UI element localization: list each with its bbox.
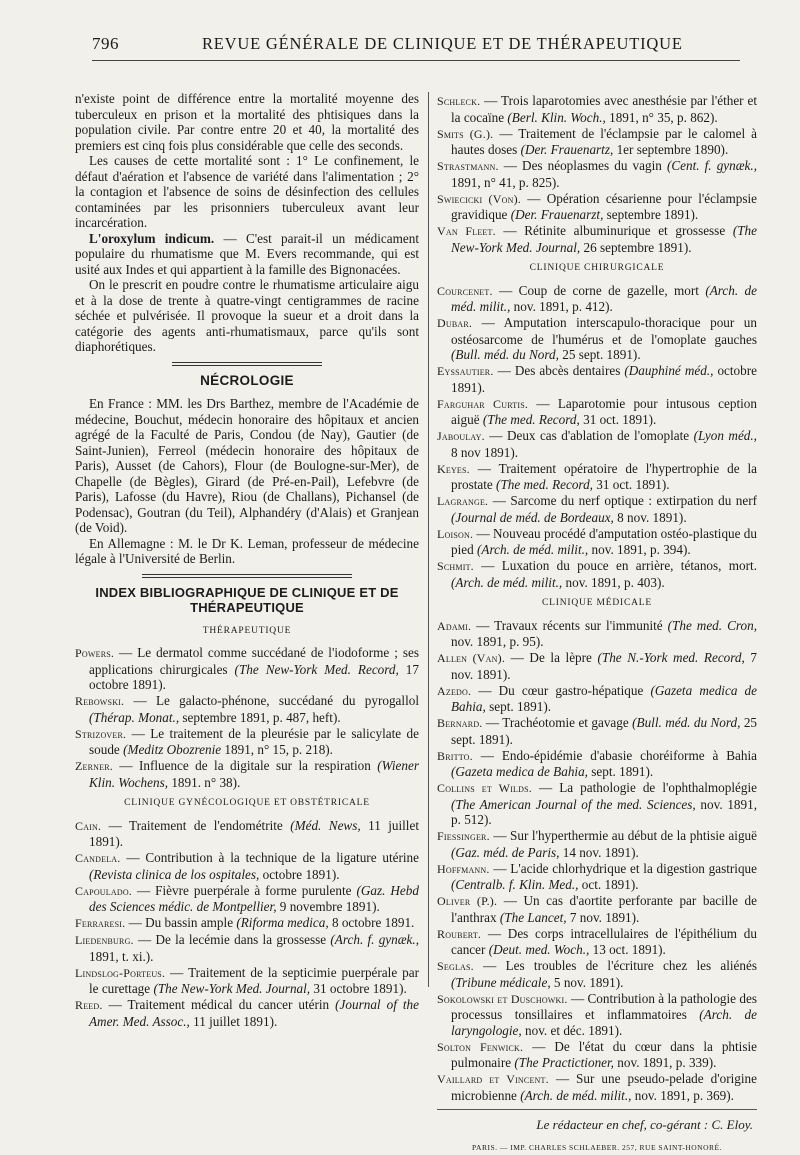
bibliography-entry [437, 926, 757, 958]
entry-source: (Journal of the Amer. Med. Assoc., [89, 997, 419, 1029]
entry-title: — Trachéotomie et gavage [483, 715, 633, 730]
entry-source: (Arch. de méd. milit., [451, 283, 757, 315]
entry-source: (Lyon méd., [694, 428, 757, 443]
entry-date: octobre 1891). [451, 363, 757, 395]
entry-title: — Sarcome du nerf optique : extirpation du nerf [488, 493, 757, 508]
chir-list [437, 283, 757, 591]
entry-date: nov. 1891, p. 339). [614, 1055, 716, 1070]
entry-date: 1891. n° 38). [168, 775, 240, 790]
bibliography-entry [75, 758, 419, 790]
printer-imprint: PARIS. — IMP. CHARLES SCHLAEBER. 257, RUE SAINT-HONORÉ. [437, 1140, 757, 1155]
entry-author: Cain. [75, 819, 101, 833]
entry-date: 1891, n° 35, p. 862). [606, 110, 718, 125]
entry-date: 25 sept. 1891). [451, 715, 757, 747]
bibliography-entry [75, 645, 419, 693]
entry-author: Keyes. [437, 462, 470, 476]
bibliography-entry [437, 958, 757, 990]
entry-title: — Des néoplasmes du vagin [499, 158, 667, 173]
entry-source: (The N.-York med. Record, [597, 650, 744, 665]
entry-title: — Traitement de l'endométrite [101, 818, 290, 833]
entry-source: (Thérap. Monat., [89, 710, 179, 725]
entry-title: — Laparotomie pour intusous ception aiguë [451, 396, 757, 428]
entry-date: 11 juillet 1891). [190, 1014, 277, 1029]
entry-date: 25 sept. 1891). [559, 347, 641, 362]
entry-source: (Bull. méd. du Nord, [451, 347, 559, 362]
bibliography-entry [437, 828, 757, 860]
entry-author: Azedo. [437, 684, 471, 698]
bibliography-entry [437, 223, 757, 255]
entry-title: — Endo-épidémie d'abasie choréiforme à Bahia [473, 748, 757, 763]
entry-title: — Du cœur gastro-hépatique [471, 683, 650, 698]
body-paragraph: En Allemagne : M. le Dr K. Leman, professeur de médecine légale à l'Université de Berlin. [75, 536, 419, 567]
bibliography-entry [437, 315, 757, 363]
entry-date: 11 juillet 1891). [89, 818, 419, 850]
entry-source: (Gazeta medica de Bahia, [451, 764, 588, 779]
entry-date: 26 septembre 1891). [580, 240, 691, 255]
bibliography-entry [437, 158, 757, 190]
entry-title: — Luxation du pouce en arrière, tétanos, mort. [474, 558, 757, 573]
entry-title: — Traitement médical du cancer utérin [103, 997, 336, 1012]
med-list [437, 618, 757, 1104]
entry-title: — Traitement de la septicimie puerpérale par le curettage [89, 965, 419, 997]
entry-source: (The New-York Med. Journal, [153, 981, 310, 996]
entry-title: — Le dermatol comme succédané de l'iodoforme ; ses applications chirurgicales [89, 645, 419, 677]
bibliography-entry [75, 997, 419, 1029]
entry-date: oct. 1891). [578, 877, 638, 892]
entry-date: 31 oct. 1891). [580, 412, 657, 427]
entry-source: (Berl. Klin. Woch., [507, 110, 605, 125]
entry-source: (The med. Record, [483, 412, 580, 427]
bibliography-entry [437, 428, 757, 460]
entry-title: — Traitement de l'éclampsie par le calomel à hautes doses [451, 126, 757, 158]
entry-author: Bernard. [437, 716, 483, 730]
entry-source: (Meditz Obozrenie [123, 742, 221, 757]
gyn-cont-list [437, 93, 757, 255]
bibliography-entry [75, 726, 419, 758]
entry-author: Adami. [437, 619, 471, 633]
left-column [75, 91, 419, 1030]
entry-author: Smits (G.). [437, 127, 493, 141]
entry-source: (Gaz. Hebd des Sciences médic. de Montpellier, [89, 883, 419, 915]
entry-source: (Centralb. f. Klin. Med., [451, 877, 578, 892]
entry-author: Britto. [437, 749, 473, 763]
entry-title: — Amputation interscapulo-thoracique pour un ostéosarcome de l'humérus et de l'omoplate gauches [451, 315, 757, 347]
entry-title: — Influence de la digitale sur la respiration [113, 758, 377, 773]
entry-author: Reed. [75, 998, 103, 1012]
entry-date: sept. 1891). [486, 699, 551, 714]
entry-author: Courcenet. [437, 284, 493, 298]
entry-date: 7 nov. 1891). [567, 910, 640, 925]
entry-author: Hoffmann. [437, 862, 490, 876]
entry-source: (Revista clinica de los ospitales, [89, 867, 259, 882]
bibliography-entry [437, 493, 757, 525]
entry-author: Lagrange. [437, 494, 488, 508]
entry-author: Farguhar Curtis. [437, 397, 528, 411]
entry-date: 7 nov. 1891). [451, 650, 757, 682]
entry-source: (The Lancet, [500, 910, 567, 925]
entry-source: (Journal de méd. de Bordeaux, [451, 510, 614, 525]
entry-title: — Contribution à la pathologie des processus tonsillaires et inflammatoires [451, 991, 757, 1023]
bibliography-entry [75, 965, 419, 997]
bibliography-entry [437, 748, 757, 780]
entry-title: — Fièvre puerpérale à forme purulente [132, 883, 356, 898]
entry-date: 31 oct. 1891). [593, 477, 670, 492]
section-heading-index: INDEX BIBLIOGRAPHIQUE DE CLINIQUE ET DE THÉRAPEUTIQUE [75, 585, 419, 616]
body-paragraph: Les causes de cette mortalité sont : 1° Le confinement, le défaut d'aération et l'absence de variété dans l'alimentation ; 2° la contagion et l'absence de soins de désinfection des cellules contaminées par les prisonniers tuberculeux avant leur incarcération. [75, 153, 419, 231]
entry-source: (Arch. de laryngologie, [451, 1007, 757, 1038]
entry-date: septembre 1891). [603, 207, 698, 222]
entry-title: — De l'état du cœur dans la phtisie pulmonaire [451, 1039, 757, 1071]
header-rule [92, 60, 740, 61]
entry-source: (The Practictioner, [514, 1055, 614, 1070]
body-paragraph: En France : MM. les Drs Barthez, membre de l'Académie de médecine, Bouchut, médecin honoraire des hôpitaux et ancien agrégé de la Faculté de Paris, Condou (de Nay), Gautier (de Saint-Junien), Ferreol (médecin honoraire des hôpitaux de Paris), Ausset (de Cahors), Flour (de Boulogne-sur-Mer), de Chapelle (de Bègles), Girard (de Pré-en-Pail), Lefebvre (de Paris), Lafosse (du Havre), Riou (de Challans), Pichansel (de Podensac), Goutran (du Teil), Alphandéry (d'Alais) et Granjean (de Void). [75, 396, 419, 536]
entry-source: (Arch. de méd. milit., [451, 575, 562, 590]
bibliography-entry [437, 1071, 757, 1103]
bibliography-entry [437, 283, 757, 315]
running-header [92, 34, 740, 60]
entry-title: — Rétinite albuminurique et grossesse [496, 223, 733, 238]
entry-title: — Deux cas d'ablation de l'omoplate [485, 428, 694, 443]
entry-source: (The med. Cron, [668, 618, 757, 633]
section-rule [142, 574, 352, 578]
therap-list [75, 645, 419, 790]
entry-author: Seglas. [437, 959, 474, 973]
entry-author: Zerner. [75, 759, 113, 773]
entry-author: Schmit. [437, 559, 474, 573]
body-paragraph: L'oroxylum indicum. — C'est parait-il un médicament populaire du rhumatisme que M. Evers recommande, qui est usité aux Indes et qui appartient à la famille des Bignonacées. [75, 231, 419, 278]
page-number: 796 [92, 34, 119, 54]
bibliography-entry [437, 683, 757, 715]
subheading-therapeutique: THÉRAPEUTIQUE [75, 624, 419, 640]
entry-author: Swiecicki (Von). [437, 192, 521, 206]
gyn-list [75, 818, 419, 1030]
entry-author: Strizover. [75, 727, 126, 741]
entry-title: — Contribution à la technique de la ligature utérine [121, 850, 420, 865]
entry-date: octobre 1891). [259, 867, 339, 882]
bibliography-entry [437, 1039, 757, 1071]
bibliography-entry [437, 558, 757, 590]
entry-date: 5 nov. 1891). [551, 975, 624, 990]
entry-date: 8 nov. 1891). [614, 510, 687, 525]
entry-author: Solton Fenwick. [437, 1040, 523, 1054]
entry-date: sept. 1891). [588, 764, 653, 779]
entry-title: — Un cas d'aortite perforante par bacille de l'anthrax [451, 893, 757, 925]
subheading-gynecologique: CLINIQUE GYNÉCOLOGIQUE ET OBSTÉTRICALE [75, 796, 419, 812]
entry-author: Strastmann. [437, 159, 499, 173]
entry-date: nov. et déc. 1891). [522, 1023, 623, 1038]
entry-date: 8 octobre 1891. [329, 915, 415, 930]
bibliography-entry [437, 526, 757, 558]
entry-author: Van Fleet. [437, 224, 496, 238]
entry-author: Allen (Van). [437, 651, 505, 665]
entry-date: nov. 1891, p. 403). [562, 575, 664, 590]
entry-title: — Coup de corne de gazelle, mort [493, 283, 706, 298]
bibliography-entry [75, 850, 419, 882]
body-paragraph: On le prescrit en poudre contre le rhumatisme articulaire aigu et à la dose de trente à quatre-vingt centigrammes de racine séchée et pulvérisée. Il provoque la sueur et a droit dans la catégorie des agents anti-rhumatismaux, parce qu'ils sont diaphorétiques. [75, 277, 419, 355]
entry-title: — L'acide chlorhydrique et la digestion gastrique [490, 861, 757, 876]
entry-title: — Les troubles de l'écriture chez les aliénés [474, 958, 757, 973]
entry-date: 1er septembre 1890). [613, 142, 728, 157]
entry-date: 13 oct. 1891). [589, 942, 666, 957]
entry-author: Vaillard et Vincent. [437, 1072, 549, 1086]
entry-date: 31 octobre 1891). [310, 981, 407, 996]
entry-source: (Arch. f. gynæk., [330, 932, 419, 947]
entry-date: 9 novembre 1891). [277, 899, 380, 914]
entry-source: (The American Journal of the med. Sciences, [451, 797, 696, 812]
editor-signature: Le rédacteur en chef, co-gérant : C. Eloy. [437, 1117, 757, 1133]
bibliography-entry [437, 191, 757, 223]
entry-source: (Gazeta medica de Bahia, [451, 683, 757, 715]
entry-author: Collins et Wilds. [437, 781, 532, 795]
subheading-chirurgicale: CLINIQUE CHIRURGICALE [437, 261, 757, 277]
bibliography-entry [437, 650, 757, 682]
entry-source: (Arch. de méd. milit., [520, 1088, 631, 1103]
entry-source: (Dauphiné méd., [624, 363, 713, 378]
entry-source: (The New-York Med. Journal, [451, 223, 757, 255]
bibliography-entry [437, 715, 757, 747]
entry-author: Oliver (P.). [437, 894, 497, 908]
entry-source: (Der. Frauenarzt, [511, 207, 604, 222]
entry-title: — La pathologie de l'ophthalmoplégie [532, 780, 757, 795]
bibliography-entry [75, 693, 419, 725]
entry-date: nov. 1891, p. 369). [631, 1088, 733, 1103]
entry-author: Roubert. [437, 927, 481, 941]
entry-date: 1891, n° 41, p. 825). [451, 175, 560, 190]
entry-title: — Opération césarienne pour l'éclampsie gravidique [451, 191, 757, 223]
entry-author: Loison. [437, 527, 473, 541]
entry-title: — Le galacto-phénone, succédané du pyrogallol [124, 693, 419, 708]
entry-title: — Des abcès dentaires [494, 363, 625, 378]
entry-source: (Riforma medica, [236, 915, 328, 930]
entry-title: — Du bassin ample [125, 915, 236, 930]
subheading-medicale: CLINIQUE MÉDICALE [437, 596, 757, 612]
bibliography-entry [437, 461, 757, 493]
bibliography-entry [437, 861, 757, 893]
signature-rule [437, 1109, 757, 1110]
entry-date: 1891, n° 15, p. 218). [221, 742, 333, 757]
entry-source: (Bull. méd. du Nord, [632, 715, 740, 730]
entry-title: — Trois laparotomies avec anesthésie par l'éther et la cocaïne [451, 93, 757, 125]
bibliography-entry [437, 93, 757, 125]
entry-source: (Méd. News, [290, 818, 360, 833]
bibliography-entry [75, 915, 419, 932]
entry-date: nov. 1891, p. 512). [451, 797, 757, 828]
entry-date: nov. 1891, p. 394). [588, 542, 690, 557]
entry-source: (Wiener Klin. Wochens, [89, 758, 419, 790]
entry-source: (Der. Frauenartz, [521, 142, 614, 157]
right-column [437, 93, 757, 1155]
entry-source: (Deut. med. Woch., [489, 942, 590, 957]
entry-title: — Travaux récents sur l'immunité [471, 618, 667, 633]
entry-author: Ferraresi. [75, 916, 125, 930]
bibliography-entry [437, 126, 757, 158]
entry-date: 17 octobre 1891). [89, 662, 419, 693]
bibliography-entry [75, 818, 419, 850]
term-oroxylum: L'oroxylum indicum. [89, 231, 214, 246]
entry-date: 14 nov. 1891). [559, 845, 638, 860]
bibliography-entry [75, 932, 419, 964]
entry-author: Capoulado. [75, 884, 132, 898]
entry-author: Dubar. [437, 316, 472, 330]
entry-date: nov. 1891, p. 412). [510, 299, 612, 314]
entry-date: 1891, t. xi.). [89, 949, 153, 964]
entry-source: (Tribune médicale, [451, 975, 551, 990]
entry-title: — Traitement opératoire de l'hypertrophie de la prostate [451, 461, 757, 493]
bibliography-entry [437, 618, 757, 650]
entry-date: nov. 1891, p. 95). [451, 634, 544, 649]
entry-source: (Gaz. méd. de Paris, [451, 845, 559, 860]
bibliography-entry [437, 780, 757, 828]
entry-source: (Arch. de méd. milit., [477, 542, 588, 557]
body-paragraph: n'existe point de différence entre la mortalité moyenne des tuberculeux en prison et la mortalité des phtisiques dans la population civile. Par contre entre 20 et 40, la mortalité des premiers est cinq fois plus considérable que celle des seconds. [75, 91, 419, 153]
entry-source: (Cent. f. gynæk., [667, 158, 757, 173]
entry-author: Powers. [75, 646, 114, 660]
entry-author: Jaboulay. [437, 429, 485, 443]
entry-title: — Sur l'hyperthermie au début de la phtisie aiguë [490, 828, 757, 843]
entry-author: Lindslog-Porteus. [75, 966, 165, 980]
entry-author: Fiessinger. [437, 829, 490, 843]
entry-author: Candela. [75, 851, 121, 865]
bibliography-entry [437, 893, 757, 925]
bibliography-entry [437, 363, 757, 395]
entry-source: (The New-York Med. Record, [235, 662, 399, 677]
entry-date: 8 nov 1891). [451, 445, 518, 460]
column-divider [428, 92, 429, 987]
entry-author: Schleck. [437, 94, 480, 108]
entry-source: (The med. Record, [496, 477, 593, 492]
entry-date: septembre 1891, p. 487, heft). [179, 710, 341, 725]
running-title: REVUE GÉNÉRALE DE CLINIQUE ET DE THÉRAPEUTIQUE [202, 34, 683, 54]
entry-author: Eyssautier. [437, 364, 494, 378]
entry-title: — De la lecémie dans la grossesse [134, 932, 331, 947]
section-rule [172, 362, 322, 366]
entry-title: — Des corps intracellulaires de l'épithélium du cancer [451, 926, 757, 958]
bibliography-entry [437, 396, 757, 428]
entry-title: — Sur une pseudo-pelade d'origine microbienne [451, 1071, 757, 1103]
bibliography-entry [75, 883, 419, 915]
bibliography-entry [437, 991, 757, 1039]
entry-title: — Nouveau procédé d'amputation ostéo-plastique du pied [451, 526, 757, 558]
entry-author: Rebowski. [75, 694, 124, 708]
section-heading-necrologie: NÉCROLOGIE [75, 373, 419, 389]
entry-title: — Le traitement de la pleurésie par le salicylate de soude [89, 726, 419, 758]
entry-author: Liedenburg. [75, 933, 134, 947]
entry-title: — De la lèpre [505, 650, 597, 665]
entry-author: Sokolowski et Duschowki. [437, 992, 568, 1006]
